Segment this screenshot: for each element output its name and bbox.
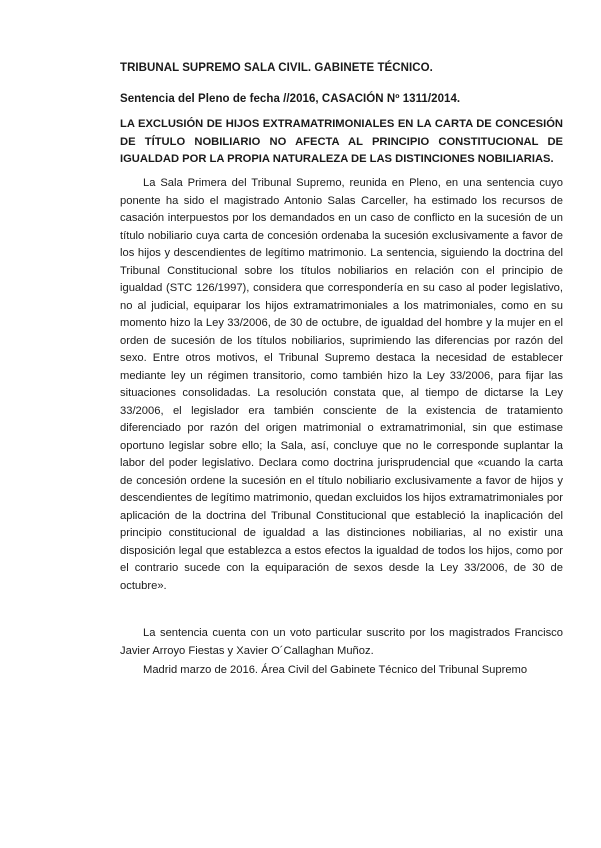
headline: LA EXCLUSIÓN DE HIJOS EXTRAMATRIMONIALES EN LA CARTA DE CONCESIÓN DE TÍTULO NOBILIARIO NO AFECTA AL PRINCIPIO CONSTITUCIONAL DE IGUALDAD POR LA PROPIA NATURALEZA DE LAS DISTINCIONES NOBILIARIAS. <box>120 118 563 165</box>
court-heading: TRIBUNAL SUPREMO SALA CIVIL. GABINETE TÉCNICO. <box>120 62 433 74</box>
document-footer: Madrid marzo de 2016. Área Civil del Gabinete Técnico del Tribunal Supremo <box>143 664 528 676</box>
body-paragraph-main: La Sala Primera del Tribunal Supremo, reunida en Pleno, en una sentencia cuyo ponente ha sido el magistrado Antonio Salas Carceller, ha estimado los recursos de casación interpuestos por los demandados en un caso de conflicto en la sucesión de un título nobiliario cuya carta de concesión ordenaba la sucesión exclusivamente a favor de los hijos y descendientes de legítimo matrimonio. La sentencia, siguiendo la doctrina del Tribunal Constitucional sobre los títulos nobiliarios en relación con el principio de igualdad (STC 126/1997), considera que correspondería en su caso al poder legislativo, no al judicial, equiparar los hijos extramatrimoniales a los matrimoniales, como en su momento hizo la Ley 33/2006, de 30 de octubre, de igualdad del hombre y la mujer en el orden de sucesión de los títulos nobiliarios, suprimiendo las diferencias por razón del sexo. Entre otros motivos, el Tribunal Supremo destaca la necesidad de establecer mediante ley un régimen transitorio, como también hizo la Ley 33/2006, para fijar las situaciones consolidadas. La resolución constata que, al tiempo de dictarse la Ley 33/2006, el legislador era también consciente de la existencia de tratamiento diferenciado por razón del origen matrimonial o extramatrimonial, sin que estimase oportuno legislar sobre ello; la Sala, así, concluye que no le corresponde suplantar la labor del poder legislativo. Declara como doctrina jurisprudencial que «cuando la carta de concesión ordene la sucesión en el título nobiliario exclusivamente a favor de hijos y descendientes de legítimo matrimonio, quedan excluidos los hijos extramatrimoniales por aplicación de la doctrina del Tribunal Constitucional que estableció la inaplicación del principio constitucional de igualdad a las distinciones nobiliarias, al no existir una disposición legal que establezca a estos efectos la igualdad de todos los hijos, como por el contrario sucede con la equiparación de sexos desde la Ley 33/2006, de 30 de octubre». <box>120 177 563 592</box>
body-paragraph-dissent: La sentencia cuenta con un voto particular suscrito por los magistrados Francisco Javier Arroyo Fiestas y Xavier O´Callaghan Muñoz. <box>120 627 563 657</box>
ruling-reference: Sentencia del Pleno de fecha //2016, CASACIÓN Nº 1311/2014. <box>120 93 461 105</box>
